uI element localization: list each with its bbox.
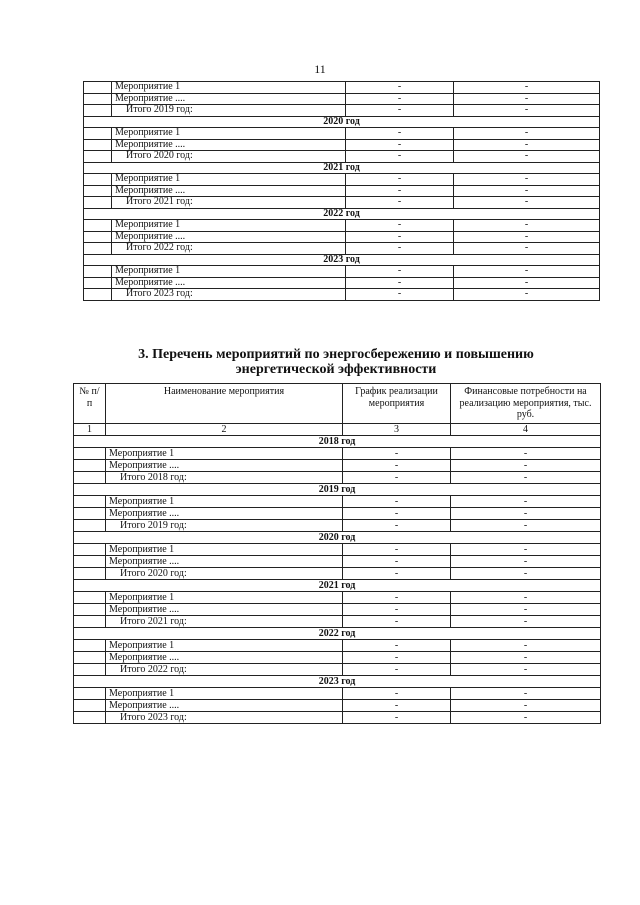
total-row [74, 712, 601, 724]
schedule-cell: - [343, 652, 451, 664]
activity-name-cell: Итого 2023 год: [112, 289, 346, 301]
finance-cell: - [454, 139, 600, 151]
schedule-cell: - [346, 139, 454, 151]
schedule-cell: - [346, 289, 454, 301]
finance-cell: - [451, 664, 601, 676]
activity-name-cell: Итого 2020 год: [112, 151, 346, 163]
activity-name-cell: Итого 2022 год: [106, 664, 343, 676]
table-row [74, 496, 601, 508]
finance-cell: - [451, 604, 601, 616]
activity-name-cell: Мероприятие 1 [106, 640, 343, 652]
row-number-cell [74, 460, 106, 472]
activity-name-cell: Мероприятие .... [106, 556, 343, 568]
schedule-cell: - [343, 700, 451, 712]
finance-cell: - [454, 243, 600, 255]
schedule-cell: - [346, 151, 454, 163]
year-heading: 2018 год [74, 436, 601, 448]
total-row [84, 105, 600, 117]
table-row [84, 231, 600, 243]
finance-cell: - [451, 496, 601, 508]
finance-cell: - [451, 448, 601, 460]
year-heading: 2022 год [84, 208, 600, 220]
total-row [74, 520, 601, 532]
schedule-cell: - [346, 277, 454, 289]
schedule-cell: - [343, 604, 451, 616]
year-row [74, 436, 601, 448]
activity-name-cell: Итого 2021 год: [112, 197, 346, 209]
year-row [84, 254, 600, 266]
row-number-cell [74, 508, 106, 520]
activity-name-cell: Мероприятие .... [106, 652, 343, 664]
schedule-cell: - [346, 128, 454, 140]
schedule-cell: - [343, 616, 451, 628]
schedule-cell: - [343, 448, 451, 460]
page-number: 11 [314, 62, 326, 76]
finance-cell: - [451, 640, 601, 652]
row-number-cell [74, 712, 106, 724]
row-number-cell [84, 266, 112, 278]
header-name: Наименование мероприятия [106, 384, 343, 424]
row-number-cell [84, 105, 112, 117]
schedule-cell: - [346, 197, 454, 209]
year-heading: 2019 год [74, 484, 601, 496]
row-number-cell [74, 520, 106, 532]
schedule-cell: - [346, 174, 454, 186]
schedule-cell: - [343, 544, 451, 556]
schedule-cell: - [343, 496, 451, 508]
schedule-cell: - [343, 556, 451, 568]
energy-saving-activities-table [73, 383, 601, 724]
activity-name-cell: Мероприятие 1 [106, 448, 343, 460]
row-number-cell [74, 640, 106, 652]
header-num: № п/п [74, 384, 106, 424]
table-row [84, 277, 600, 289]
year-heading: 2020 год [74, 532, 601, 544]
total-row [74, 568, 601, 580]
finance-cell: - [454, 231, 600, 243]
total-row [74, 616, 601, 628]
finance-cell: - [454, 220, 600, 232]
schedule-cell: - [343, 460, 451, 472]
activity-name-cell: Мероприятие .... [106, 604, 343, 616]
schedule-cell: - [343, 640, 451, 652]
schedule-cell: - [343, 472, 451, 484]
year-row [74, 532, 601, 544]
row-number-cell [84, 197, 112, 209]
row-number-cell [74, 544, 106, 556]
column-number: 2 [106, 424, 343, 436]
schedule-cell: - [346, 93, 454, 105]
table-row [74, 460, 601, 472]
table-row [74, 604, 601, 616]
row-number-cell [84, 82, 112, 94]
table-row [74, 448, 601, 460]
row-number-cell [84, 220, 112, 232]
year-heading: 2023 год [84, 254, 600, 266]
activity-name-cell: Итого 2023 год: [106, 712, 343, 724]
activity-name-cell: Мероприятие .... [106, 460, 343, 472]
row-number-cell [84, 243, 112, 255]
year-heading: 2021 год [74, 580, 601, 592]
activity-name-cell: Итого 2020 год: [106, 568, 343, 580]
row-number-cell [74, 592, 106, 604]
row-number-cell [84, 289, 112, 301]
year-row [74, 484, 601, 496]
activity-name-cell: Мероприятие 1 [112, 220, 346, 232]
finance-cell: - [451, 568, 601, 580]
row-number-cell [74, 556, 106, 568]
row-number-cell [74, 688, 106, 700]
header-finance: Финансовые потребности на реализацию мероприятия, тыс. руб. [451, 384, 601, 424]
table-row [74, 592, 601, 604]
activity-name-cell: Мероприятие 1 [112, 174, 346, 186]
total-row [84, 289, 600, 301]
table-row [74, 508, 601, 520]
activity-name-cell: Итого 2018 год: [106, 472, 343, 484]
total-row [84, 243, 600, 255]
schedule-cell: - [346, 105, 454, 117]
row-number-cell [84, 277, 112, 289]
finance-cell: - [454, 151, 600, 163]
year-row [74, 628, 601, 640]
header-schedule: График реализации мероприятия [343, 384, 451, 424]
finance-cell: - [454, 105, 600, 117]
table-row [74, 688, 601, 700]
year-row [84, 208, 600, 220]
activity-name-cell: Итого 2019 год: [106, 520, 343, 532]
finance-cell: - [451, 460, 601, 472]
total-row [84, 197, 600, 209]
column-number-row [74, 424, 601, 436]
schedule-cell: - [343, 568, 451, 580]
section-title-line-2: энергетической эффективности [235, 362, 437, 378]
finance-cell: - [454, 174, 600, 186]
total-row [74, 472, 601, 484]
schedule-cell: - [346, 243, 454, 255]
activities-table-continued [83, 81, 600, 301]
year-heading: 2020 год [84, 116, 600, 128]
finance-cell: - [451, 472, 601, 484]
finance-cell: - [451, 556, 601, 568]
activity-name-cell: Мероприятие .... [106, 508, 343, 520]
activity-name-cell: Мероприятие 1 [106, 592, 343, 604]
year-row [84, 162, 600, 174]
table-row [84, 185, 600, 197]
schedule-cell: - [343, 520, 451, 532]
finance-cell: - [451, 508, 601, 520]
row-number-cell [84, 231, 112, 243]
finance-cell: - [451, 520, 601, 532]
row-number-cell [74, 568, 106, 580]
row-number-cell [74, 496, 106, 508]
finance-cell: - [454, 82, 600, 94]
activity-name-cell: Мероприятие .... [112, 139, 346, 151]
row-number-cell [84, 93, 112, 105]
activity-name-cell: Мероприятие 1 [112, 266, 346, 278]
year-heading: 2022 год [74, 628, 601, 640]
row-number-cell [84, 174, 112, 186]
finance-cell: - [454, 266, 600, 278]
table-row [84, 174, 600, 186]
activity-name-cell: Мероприятие 1 [112, 128, 346, 140]
finance-cell: - [454, 93, 600, 105]
column-number: 1 [74, 424, 106, 436]
row-number-cell [74, 652, 106, 664]
row-number-cell [74, 604, 106, 616]
finance-cell: - [454, 185, 600, 197]
finance-cell: - [454, 128, 600, 140]
row-number-cell [74, 700, 106, 712]
row-number-cell [74, 664, 106, 676]
finance-cell: - [451, 688, 601, 700]
table-row [84, 139, 600, 151]
row-number-cell [74, 472, 106, 484]
activity-name-cell: Мероприятие .... [112, 231, 346, 243]
activity-name-cell: Итого 2022 год: [112, 243, 346, 255]
schedule-cell: - [343, 508, 451, 520]
table-row [84, 82, 600, 94]
table-row [74, 556, 601, 568]
table-header-row [74, 384, 601, 424]
row-number-cell [84, 151, 112, 163]
finance-cell: - [451, 544, 601, 556]
activity-name-cell: Мероприятие 1 [106, 496, 343, 508]
activity-name-cell: Итого 2019 год: [112, 105, 346, 117]
table-row [84, 93, 600, 105]
finance-cell: - [451, 700, 601, 712]
activity-name-cell: Мероприятие .... [112, 185, 346, 197]
table-row [84, 128, 600, 140]
row-number-cell [74, 616, 106, 628]
year-row [74, 676, 601, 688]
table-row [74, 640, 601, 652]
schedule-cell: - [346, 82, 454, 94]
table-row [74, 700, 601, 712]
schedule-cell: - [346, 231, 454, 243]
activity-name-cell: Мероприятие .... [106, 700, 343, 712]
activity-name-cell: Мероприятие 1 [106, 544, 343, 556]
finance-cell: - [451, 592, 601, 604]
row-number-cell [84, 185, 112, 197]
finance-cell: - [451, 712, 601, 724]
row-number-cell [84, 128, 112, 140]
table-row [84, 266, 600, 278]
activity-name-cell: Мероприятие .... [112, 277, 346, 289]
schedule-cell: - [346, 266, 454, 278]
table-row [74, 544, 601, 556]
year-row [74, 580, 601, 592]
finance-cell: - [454, 277, 600, 289]
table-row [74, 652, 601, 664]
activity-name-cell: Мероприятие 1 [112, 82, 346, 94]
schedule-cell: - [343, 592, 451, 604]
table-row [84, 220, 600, 232]
year-heading: 2021 год [84, 162, 600, 174]
schedule-cell: - [343, 664, 451, 676]
activity-name-cell: Итого 2021 год: [106, 616, 343, 628]
total-row [74, 664, 601, 676]
section-title [70, 347, 602, 378]
schedule-cell: - [343, 688, 451, 700]
finance-cell: - [451, 652, 601, 664]
total-row [84, 151, 600, 163]
column-number: 4 [451, 424, 601, 436]
row-number-cell [74, 448, 106, 460]
row-number-cell [84, 139, 112, 151]
finance-cell: - [454, 289, 600, 301]
section-title-line-1: 3. Перечень мероприятий по энергосбережению и повышению [138, 347, 534, 362]
schedule-cell: - [346, 220, 454, 232]
finance-cell: - [454, 197, 600, 209]
year-row [84, 116, 600, 128]
activity-name-cell: Мероприятие 1 [106, 688, 343, 700]
column-number: 3 [343, 424, 451, 436]
year-heading: 2023 год [74, 676, 601, 688]
schedule-cell: - [343, 712, 451, 724]
activity-name-cell: Мероприятие .... [112, 93, 346, 105]
schedule-cell: - [346, 185, 454, 197]
finance-cell: - [451, 616, 601, 628]
